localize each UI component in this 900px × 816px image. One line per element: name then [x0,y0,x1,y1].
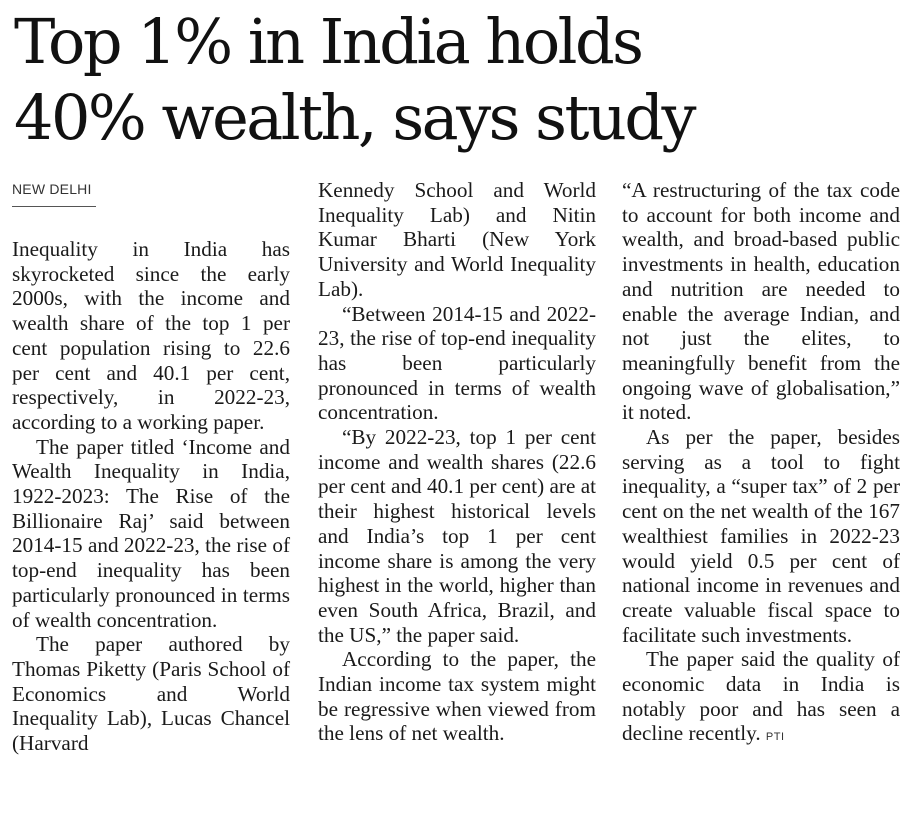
headline-line-1: Top 1% in India holds [14,5,642,78]
article-body [12,178,898,808]
paragraph: According to the paper, the Indian income tax system might be regressive when viewed from the lens of net wealth. [318,647,596,746]
paragraph: The paper titled ‘Income and Wealth Inequality in India, 1922-2023: The Rise of the Billionaire Raj’ said between 2014-15 and 2022-23, the rise of top-end inequality has been particularly pronounced in terms of wealth concentration. [12,434,290,632]
article-column-2 [318,178,596,746]
article-column-3 [622,178,900,750]
paragraph: “By 2022-23, top 1 per cent income and wealth shares (22.6 per cent and 40.1 per cent) are at their highest historical levels and India’s top 1 per cent income share is among the very highest in the world, higher than even South Africa, Brazil, and the US,” the paper said. [318,425,596,647]
paragraph: Inequality in India has skyrocketed since the early 2000s, with the income and wealth share of the top 1 per cent population rising to 22.6 per cent and 40.1 per cent, respectively, in 2022-23, according to a working paper. [12,237,290,434]
paragraph-text: The paper said the quality of economic data in India is notably poor and has seen a decline recently. [622,647,900,746]
paragraph: The paper authored by Thomas Piketty (Paris School of Economics and World Inequality Lab), Lucas Chancel (Harvard [12,632,290,756]
headline [14,4,894,156]
agency-credit: PTI [765,731,785,744]
dateline: NEW DELHI [12,180,96,207]
paragraph: “A restructuring of the tax code to account for both income and wealth, and broad-based public investments in health, education and nutrition are needed to enable the average Indian, and not just the elites, to meaningfully benefit from the ongoing wave of globalisation,” it noted. [622,178,900,425]
paragraph: “Between 2014-15 and 2022-23, the rise of top-end inequality has been particularly pronounced in terms of wealth concentration. [318,301,596,425]
paragraph: Kennedy School and World Inequality Lab) and Nitin Kumar Bharti (New York University and World Inequality Lab). [318,178,596,301]
headline-line-2: 40% wealth, says study [14,81,695,154]
paragraph [622,647,900,750]
paragraph: As per the paper, besides serving as a tool to fight inequality, a “super tax” of 2 per cent on the net wealth of the 167 wealthiest families in 2022-23 would yield 0.5 per cent of national income in revenues and create valuable fiscal space to facilitate such investments. [622,425,900,647]
article-column-1 [12,178,290,756]
